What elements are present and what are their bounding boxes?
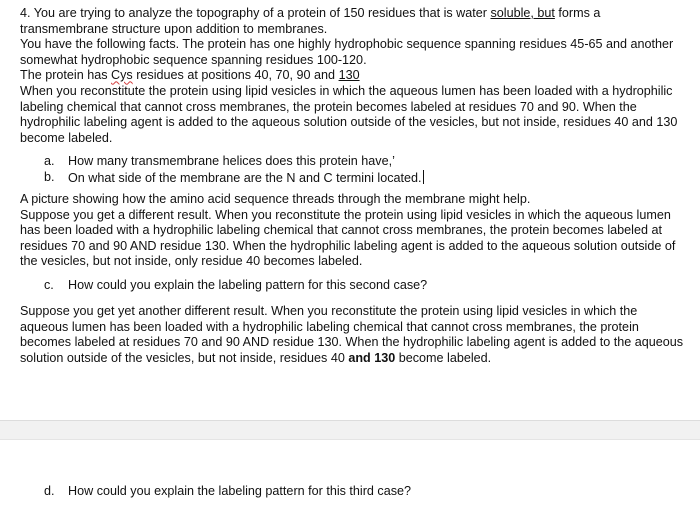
text-cursor: [423, 170, 424, 184]
list-letter: a.: [44, 154, 55, 168]
q4-line-8: hydrophilic labeling agent is added to the aqueous solution outside of the vesicles, but not inside, residues 40 and 130: [20, 115, 678, 130]
q4-text: The protein has: [20, 68, 112, 83]
underlined-text: soluble, but: [490, 6, 555, 20]
case3-line-3: becomes labeled at residues 70 and 90 AND residue 130. When the hydrophilic labeling agent is added to the aqueous: [20, 335, 684, 350]
list-text: How many transmembrane helices does this protein have,’: [68, 154, 395, 168]
q4-line-2: transmembrane structure upon addition to membranes.: [20, 21, 328, 36]
list-item-d: [44, 484, 684, 500]
case2-line-2: Suppose you get a different result. When you reconstitute the protein using lipid vesicles in which the aqueous lumen: [20, 207, 671, 222]
q4-line-3: You have the following facts. The protein has one highly hydrophobic sequence spanning residues 45-65 and another: [20, 37, 674, 52]
underlined-number: 130: [338, 68, 360, 83]
sub-question-c: [44, 278, 684, 294]
q4-line-7: labeling chemical that cannot cross membranes, the protein becomes labeled at residues 70 and 90. When the: [20, 99, 637, 114]
q4-line-4: somewhat hydrophobic sequence spanning residues 100-120.: [20, 52, 367, 67]
list-text: On what side of the membrane are the N and C termini located.: [68, 170, 422, 185]
case2-line-4: residues 70 and 90 AND residue 130. When the hydrophilic labeling agent is added to the aqueous solution outside of: [20, 238, 676, 253]
sub-question-d: [44, 484, 684, 500]
list-item-b[interactable]: [44, 170, 684, 187]
q4-line-9: become labeled.: [20, 130, 113, 145]
list-letter: d.: [44, 484, 55, 498]
case3-text: become labeled.: [395, 350, 492, 365]
q4-line-1: [20, 6, 688, 22]
page-break-divider: [0, 420, 700, 440]
bold-text: and 130: [348, 350, 396, 365]
list-text-wrap: [68, 170, 424, 187]
list-item-a: [44, 154, 684, 170]
question-4: [20, 6, 688, 146]
case3-line-1: Suppose you get yet another different result. When you reconstitute the protein using lipid vesicles in which the: [20, 304, 638, 318]
q4-text: residues at positions 40, 70, 90 and: [132, 68, 339, 83]
case2-line-5: the vesicles, but not inside, only residue 40 becomes labeled.: [20, 254, 363, 269]
q4-line-6: When you reconstitute the protein using lipid vesicles in which the aqueous lumen has been loaded with a hydrophilic: [20, 83, 673, 98]
spellcheck-word: Cys: [111, 68, 133, 83]
third-case: [20, 304, 688, 366]
list-letter: c.: [44, 278, 54, 292]
case2-line-3: has been loaded with a hydrophilic labeling chemical that cannot cross membranes, the protein becomes labeled at: [20, 223, 662, 238]
q4-text: 4. You are trying to analyze the topography of a protein of 150 residues that is water: [20, 6, 491, 20]
q4-text: forms a: [554, 6, 601, 20]
case2-line-1: A picture showing how the amino acid sequence threads through the membrane might help.: [20, 192, 531, 206]
list-letter: b.: [44, 169, 55, 184]
sub-questions-ab: [44, 154, 684, 186]
list-text: How could you explain the labeling pattern for this third case?: [68, 484, 412, 498]
list-item-c: [44, 278, 684, 294]
case3-text: solution outside of the vesicles, but not inside, residues 40: [20, 350, 349, 365]
q4-line-5: [20, 68, 688, 84]
case3-line-4: [20, 351, 688, 367]
list-text: How could you explain the labeling pattern for this second case?: [68, 278, 428, 292]
case3-line-2: aqueous lumen has been loaded with a hydrophilic labeling chemical that cannot cross membranes, the protein: [20, 319, 639, 334]
second-case: [20, 192, 688, 270]
